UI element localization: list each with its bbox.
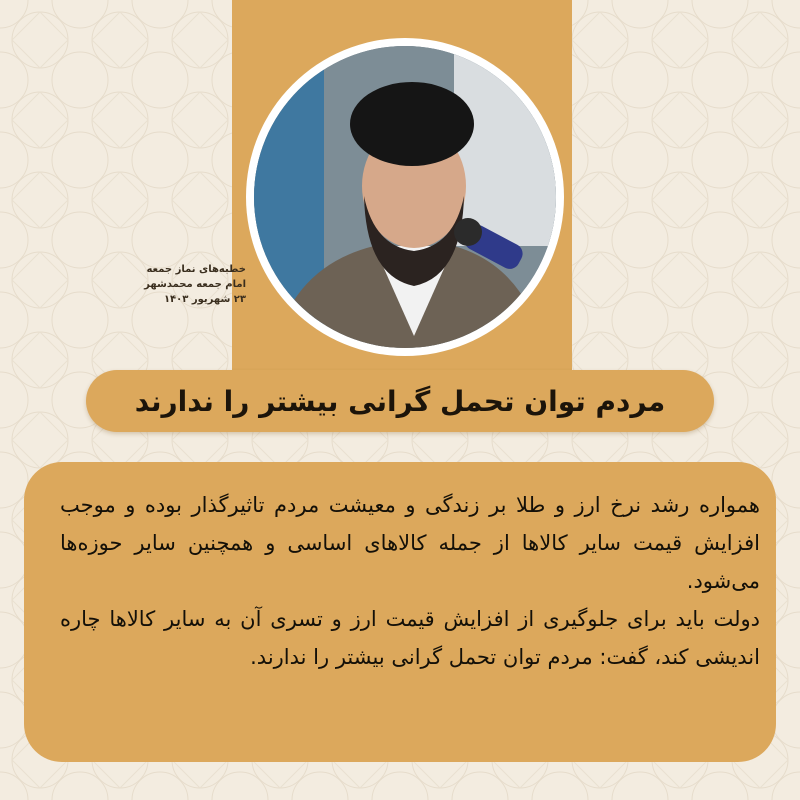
caption-line-1: خطبه‌های نماز جمعه bbox=[146, 264, 246, 275]
headline: مردم توان تحمل گرانی بیشتر را ندارند bbox=[134, 384, 666, 418]
caption-line-2: امام جمعه محمدشهر bbox=[144, 279, 246, 290]
body-text bbox=[60, 486, 760, 676]
caption-line-3: ۲۳ شهریور ۱۴۰۳ bbox=[163, 294, 246, 305]
body-paragraph-1: همواره رشد نرخ ارز و طلا بر زندگی و معیشت مردم تاثیرگذار بوده و موجب افزایش قیمت سایر کالاها از جمله کالاهای اساسی و همچنین سایر حوزه‌ها می‌شود. bbox=[60, 493, 760, 593]
title-banner bbox=[86, 370, 714, 432]
speaker-portrait bbox=[254, 46, 556, 348]
body-paragraph-2: دولت باید برای جلوگیری از افزایش قیمت ارز و تسری آن به سایر کالاها چاره اندیشی کند، گفت: مردم توان تحمل گرانی بیشتر را ندارند. bbox=[60, 607, 760, 669]
sermon-caption bbox=[144, 262, 246, 307]
